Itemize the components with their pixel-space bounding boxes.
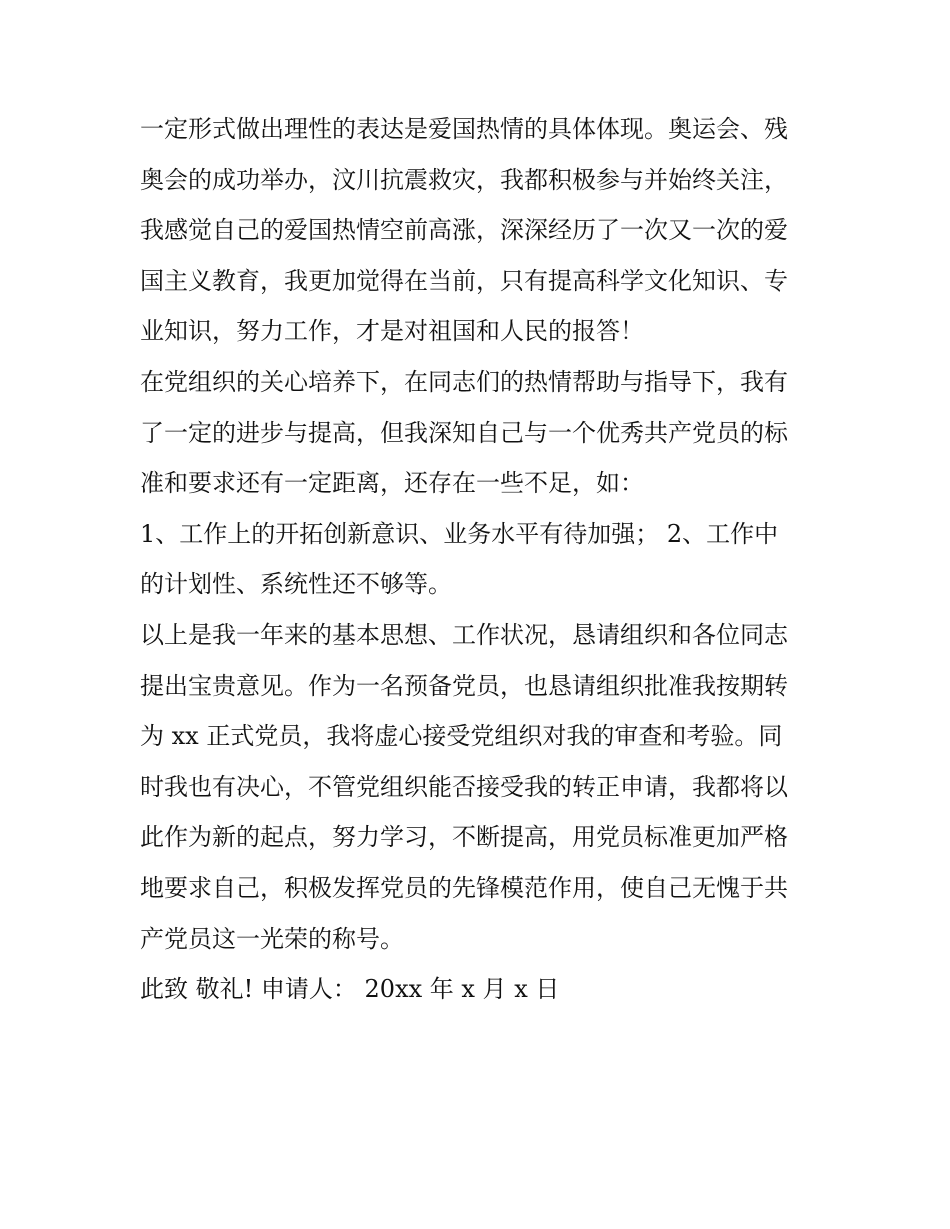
document-body: [140, 104, 820, 1015]
text-line: 为 xx 正式党员，我将虚心接受党组织对我的审查和考验。同: [140, 722, 783, 751]
signature-line: 此致 敬礼! 申请人： 20xx 年 x 月 x 日: [140, 975, 560, 1004]
text-line: 一定形式做出理性的表达是爱国热情的具体体现。奥运会、残: [140, 115, 788, 143]
text-line: 在党组织的关心培养下，在同志们的热情帮助与指导下，我有: [140, 367, 788, 396]
text-line: 产党员这一光荣的称号。: [140, 924, 404, 953]
text-line: 奥会的成功举办，汶川抗震救灾，我都积极参与并始终关注，: [140, 165, 788, 194]
text-line: 1、工作上的开拓创新意识、业务水平有待加强； 2、工作中: [140, 519, 779, 548]
text-line: 国主义教育，我更加觉得在当前，只有提高科学文化知识、专: [140, 266, 788, 295]
text-line: 准和要求还有一定距离，还存在一些不足，如：: [140, 469, 644, 498]
text-line: 时我也有决心，不管党组织能否接受我的转正申请，我都将以: [140, 772, 788, 801]
text-line: 我感觉自己的爱国热情空前高涨，深深经历了一次又一次的爱: [140, 216, 788, 245]
text-line: 了一定的进步与提高，但我深知自己与一个优秀共产党员的标: [140, 418, 788, 447]
text-line: 提出宝贵意见。作为一名预备党员，也恳请组织批准我按期转: [140, 671, 788, 700]
text-line: 此作为新的起点，努力学习，不断提高，用党员标准更加严格: [140, 823, 788, 852]
text-line: 以上是我一年来的基本思想、工作状况，恳请组织和各位同志: [140, 620, 788, 649]
text-line: 地要求自己，积极发挥党员的先锋模范作用，使自己无愧于共: [140, 873, 788, 902]
text-line: 的计划性、系统性还不够等。: [140, 570, 452, 599]
text-line: 业知识，努力工作，才是对祖国和人民的报答！: [140, 317, 644, 346]
